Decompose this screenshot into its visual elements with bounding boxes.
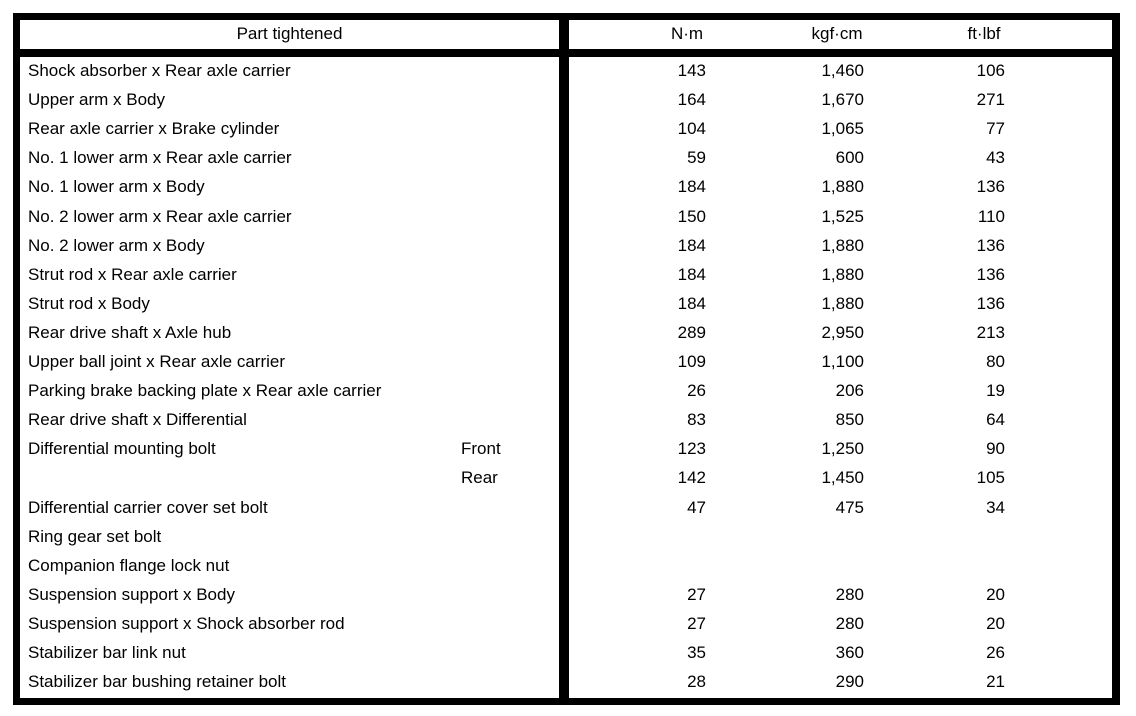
part-name: Strut rod x Body bbox=[28, 294, 150, 313]
value-kgf-cm: 1,670 bbox=[821, 90, 864, 109]
part-name: Stabilizer bar link nut bbox=[28, 643, 186, 662]
value-kgf-cm: 280 bbox=[835, 585, 864, 604]
part-name: Upper ball joint x Rear axle carrier bbox=[28, 352, 285, 371]
part-name: Differential carrier cover set bolt bbox=[28, 498, 268, 517]
value-ft-lbf: 136 bbox=[976, 265, 1005, 284]
value-nm: 184 bbox=[677, 265, 706, 284]
value-kgf-cm: 1,880 bbox=[821, 294, 864, 313]
value-kgf-cm: 290 bbox=[835, 672, 864, 691]
value-nm: 104 bbox=[677, 119, 706, 138]
value-nm: 184 bbox=[677, 294, 706, 313]
part-name: Rear drive shaft x Differential bbox=[28, 410, 247, 429]
value-ft-lbf: 136 bbox=[976, 236, 1005, 255]
part-name: Rear drive shaft x Axle hub bbox=[28, 323, 232, 342]
value-nm: 83 bbox=[687, 410, 706, 429]
part-name: No. 2 lower arm x Rear axle carrier bbox=[28, 207, 292, 226]
header-ft-lbf: ft·lbf bbox=[967, 24, 1001, 43]
value-ft-lbf: 64 bbox=[986, 410, 1005, 429]
value-ft-lbf: 20 bbox=[986, 585, 1005, 604]
value-kgf-cm: 1,880 bbox=[821, 236, 864, 255]
value-nm: 26 bbox=[687, 381, 706, 400]
value-ft-lbf: 110 bbox=[977, 207, 1005, 226]
value-nm: 164 bbox=[677, 90, 706, 109]
value-kgf-cm: 1,880 bbox=[821, 265, 864, 284]
value-nm: 143 bbox=[677, 61, 706, 80]
value-kgf-cm: 1,065 bbox=[821, 119, 864, 138]
value-kgf-cm: 1,460 bbox=[821, 61, 864, 80]
value-kgf-cm: 1,100 bbox=[821, 352, 864, 371]
part-name: Companion flange lock nut bbox=[28, 556, 230, 575]
part-name: Ring gear set bolt bbox=[28, 527, 162, 546]
value-kgf-cm: 850 bbox=[835, 410, 864, 429]
value-ft-lbf: 20 bbox=[986, 614, 1005, 633]
value-kgf-cm: 280 bbox=[835, 614, 864, 633]
value-nm: 142 bbox=[677, 468, 706, 487]
header-kgf-cm: kgf·cm bbox=[811, 24, 863, 43]
part-name: Parking brake backing plate x Rear axle carrier bbox=[28, 381, 382, 400]
value-nm: 35 bbox=[687, 643, 706, 662]
part-name: No. 1 lower arm x Rear axle carrier bbox=[28, 148, 292, 167]
part-name: Stabilizer bar bushing retainer bolt bbox=[28, 672, 286, 691]
value-kgf-cm: 1,880 bbox=[821, 177, 864, 196]
value-nm: 289 bbox=[677, 323, 706, 342]
value-kgf-cm: 1,250 bbox=[821, 439, 864, 458]
value-ft-lbf: 271 bbox=[976, 90, 1005, 109]
value-nm: 59 bbox=[687, 148, 706, 167]
value-ft-lbf: 19 bbox=[986, 381, 1005, 400]
value-nm: 47 bbox=[687, 498, 706, 517]
part-name: Strut rod x Rear axle carrier bbox=[28, 265, 237, 284]
value-nm: 184 bbox=[677, 236, 706, 255]
value-ft-lbf: 105 bbox=[976, 468, 1005, 487]
value-kgf-cm: 1,525 bbox=[821, 207, 864, 226]
value-nm: 184 bbox=[677, 177, 706, 196]
value-ft-lbf: 21 bbox=[986, 672, 1005, 691]
value-ft-lbf: 34 bbox=[986, 498, 1005, 517]
part-position: Front bbox=[461, 439, 501, 458]
value-kgf-cm: 2,950 bbox=[821, 323, 864, 342]
value-kgf-cm: 600 bbox=[835, 148, 864, 167]
value-kgf-cm: 206 bbox=[835, 381, 864, 400]
header-nm: N·m bbox=[670, 24, 704, 43]
part-name: Shock absorber x Rear axle carrier bbox=[28, 61, 291, 80]
value-kgf-cm: 1,450 bbox=[821, 468, 864, 487]
part-name: No. 1 lower arm x Body bbox=[28, 177, 205, 196]
value-ft-lbf: 26 bbox=[986, 643, 1005, 662]
value-ft-lbf: 136 bbox=[976, 294, 1005, 313]
value-ft-lbf: 106 bbox=[976, 61, 1005, 80]
part-name: Upper arm x Body bbox=[28, 90, 165, 109]
header-part-tightened: Part tightened bbox=[236, 24, 343, 43]
value-ft-lbf: 213 bbox=[976, 323, 1005, 342]
value-nm: 27 bbox=[687, 585, 706, 604]
value-kgf-cm: 475 bbox=[835, 498, 864, 517]
value-nm: 150 bbox=[677, 207, 706, 226]
part-name: Suspension support x Shock absorber rod bbox=[28, 614, 345, 633]
value-nm: 27 bbox=[687, 614, 706, 633]
part-name: No. 2 lower arm x Body bbox=[28, 236, 205, 255]
part-name: Rear axle carrier x Brake cylinder bbox=[28, 119, 280, 138]
value-ft-lbf: 136 bbox=[976, 177, 1005, 196]
value-ft-lbf: 80 bbox=[986, 352, 1005, 371]
value-nm: 123 bbox=[677, 439, 706, 458]
value-nm: 28 bbox=[687, 672, 706, 691]
part-position: Rear bbox=[461, 468, 498, 487]
value-nm: 109 bbox=[677, 352, 706, 371]
value-ft-lbf: 77 bbox=[986, 119, 1005, 138]
part-name: Differential mounting bolt bbox=[28, 439, 216, 458]
part-name: Suspension support x Body bbox=[28, 585, 235, 604]
value-ft-lbf: 90 bbox=[986, 439, 1005, 458]
value-kgf-cm: 360 bbox=[835, 643, 864, 662]
value-ft-lbf: 43 bbox=[986, 148, 1005, 167]
